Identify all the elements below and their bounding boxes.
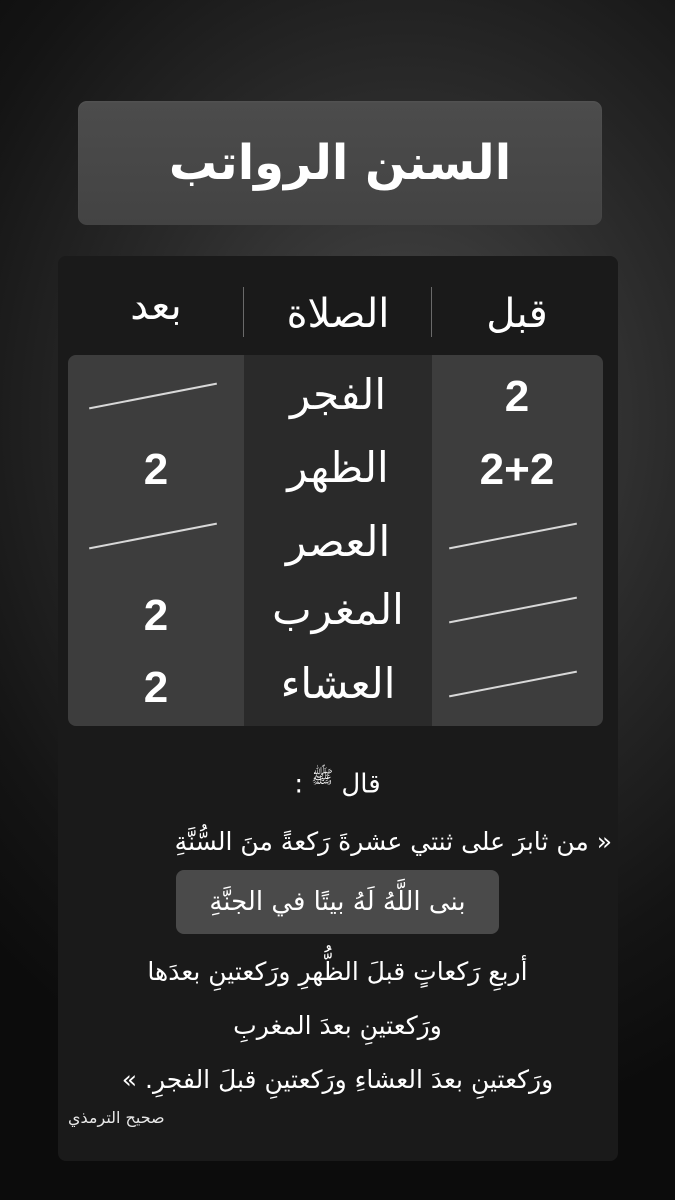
hadith-line-3: أربعِ رَكعاتٍ قبلَ الظُّهرِ ورَكعتينِ بعدَها bbox=[147, 957, 528, 986]
salutation-glyph: ﷺ bbox=[311, 767, 334, 788]
before-value-dhuhr: 2+2 bbox=[479, 445, 555, 494]
header-before: قبل bbox=[486, 291, 548, 337]
hadith-intro-word: قال bbox=[341, 769, 381, 800]
prayer-name-maghrib: المغرب bbox=[272, 585, 404, 634]
hadith-line-4: ورَكعتينِ بعدَ المغربِ bbox=[233, 1011, 442, 1040]
prayer-name-isha: العشاء bbox=[280, 659, 396, 708]
hadith-highlight-box bbox=[176, 870, 499, 934]
after-value-isha: 2 bbox=[143, 663, 169, 712]
before-value-fajr: 2 bbox=[504, 372, 530, 421]
title-box bbox=[78, 101, 602, 225]
prayer-name-dhuhr: الظهر bbox=[287, 443, 389, 492]
after-value-maghrib: 2 bbox=[143, 591, 169, 640]
hadith-line-5: ورَكعتينِ بعدَ العشاءِ ورَكعتينِ قبلَ الفجرِ. » bbox=[121, 1065, 554, 1094]
hadith-intro-colon: : bbox=[294, 769, 304, 800]
header-prayer: الصلاة bbox=[286, 291, 390, 337]
page-title: السنن الرواتب bbox=[168, 135, 512, 191]
hadith-source: صحيح الترمذي bbox=[68, 1108, 165, 1127]
after-value-dhuhr: 2 bbox=[143, 445, 169, 494]
hadith-intro bbox=[60, 760, 615, 803]
prayer-name-fajr: الفجر bbox=[290, 370, 386, 419]
header-after: بعد bbox=[130, 283, 182, 329]
hadith-highlight-text: بنى اللَّهُ لَهُ بيتًا في الجنَّةِ bbox=[209, 887, 466, 917]
prayer-name-asr: العصر bbox=[285, 517, 391, 566]
hadith-line-1: « من ثابرَ على ثنتي عشرةَ رَكعةً منَ السُّنَّةِ bbox=[174, 827, 612, 856]
